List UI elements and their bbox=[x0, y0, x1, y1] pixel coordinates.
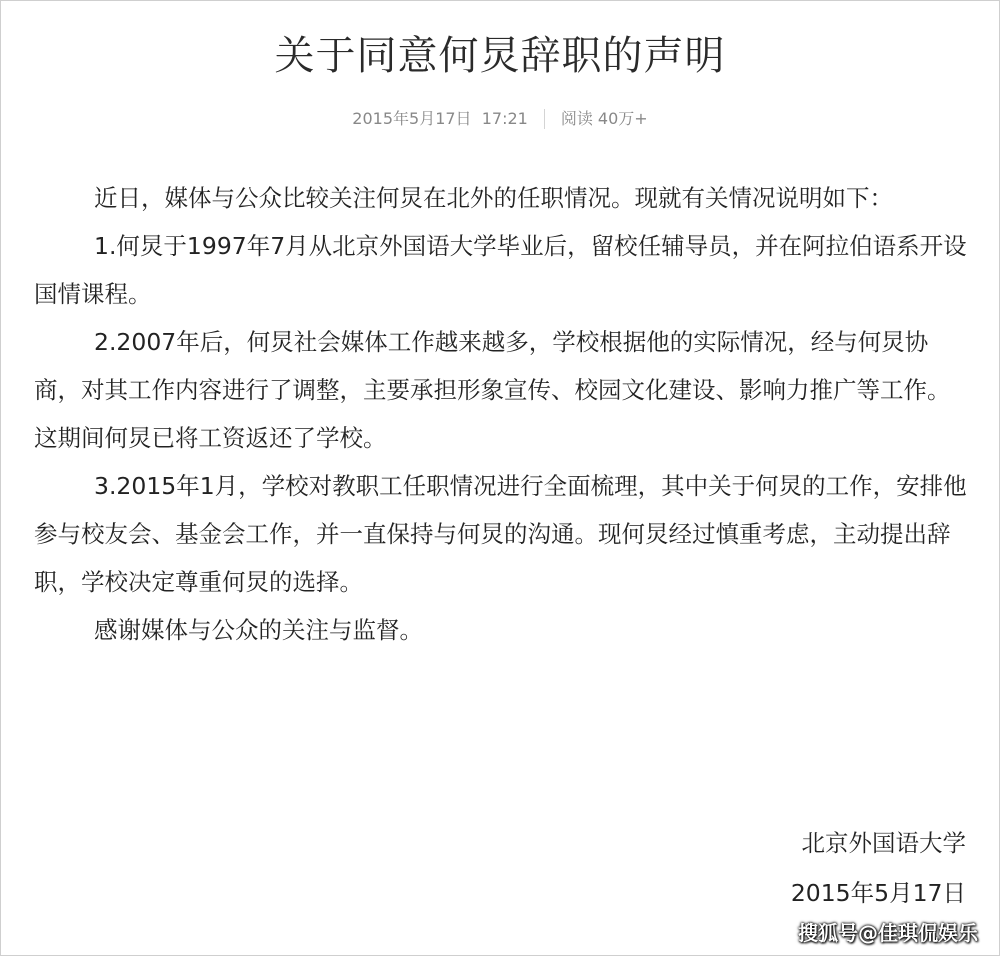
paragraph-item-1: 1.何炅于1997年7月从北京外国语大学毕业后，留校任辅导员，并在阿拉伯语系开设国情课程。 bbox=[34, 232, 967, 308]
publish-datetime: 2015年5月17日 17:21 bbox=[352, 109, 528, 128]
document-title: 关于同意何炅辞职的声明 bbox=[274, 33, 726, 79]
signature-block bbox=[791, 818, 966, 918]
paragraph-closing: 感谢媒体与公众的关注与监督。 bbox=[94, 616, 423, 644]
document-meta bbox=[0, 104, 1000, 134]
meta-divider bbox=[544, 109, 545, 129]
paragraph-item-3: 3.2015年1月，学校对教职工任职情况进行全面梳理，其中关于何炅的工作，安排他参与校友会、基金会工作，并一直保持与何炅的沟通。现何炅经过慎重考虑，主动提出辞职，学校决定尊重何炅的选择。 bbox=[34, 472, 967, 596]
signature-organization: 北京外国语大学 bbox=[801, 829, 966, 857]
read-count: 阅读 40万+ bbox=[560, 109, 648, 128]
paragraph-item-2: 2.2007年后，何炅社会媒体工作越来越多，学校根据他的实际情况，经与何炅协商，对其工作内容进行了调整，主要承担形象宣传、校园文化建设、影响力推广等工作。这期间何炅已将工资返还了学校。 bbox=[34, 328, 951, 452]
document-body bbox=[34, 174, 970, 654]
paragraph-intro: 近日，媒体与公众比较关注何炅在北外的任职情况。现就有关情况说明如下： bbox=[94, 184, 893, 212]
signature-date: 2015年5月17日 bbox=[790, 879, 966, 907]
watermark: 搜狐号@佳琪侃娱乐 bbox=[798, 921, 978, 945]
